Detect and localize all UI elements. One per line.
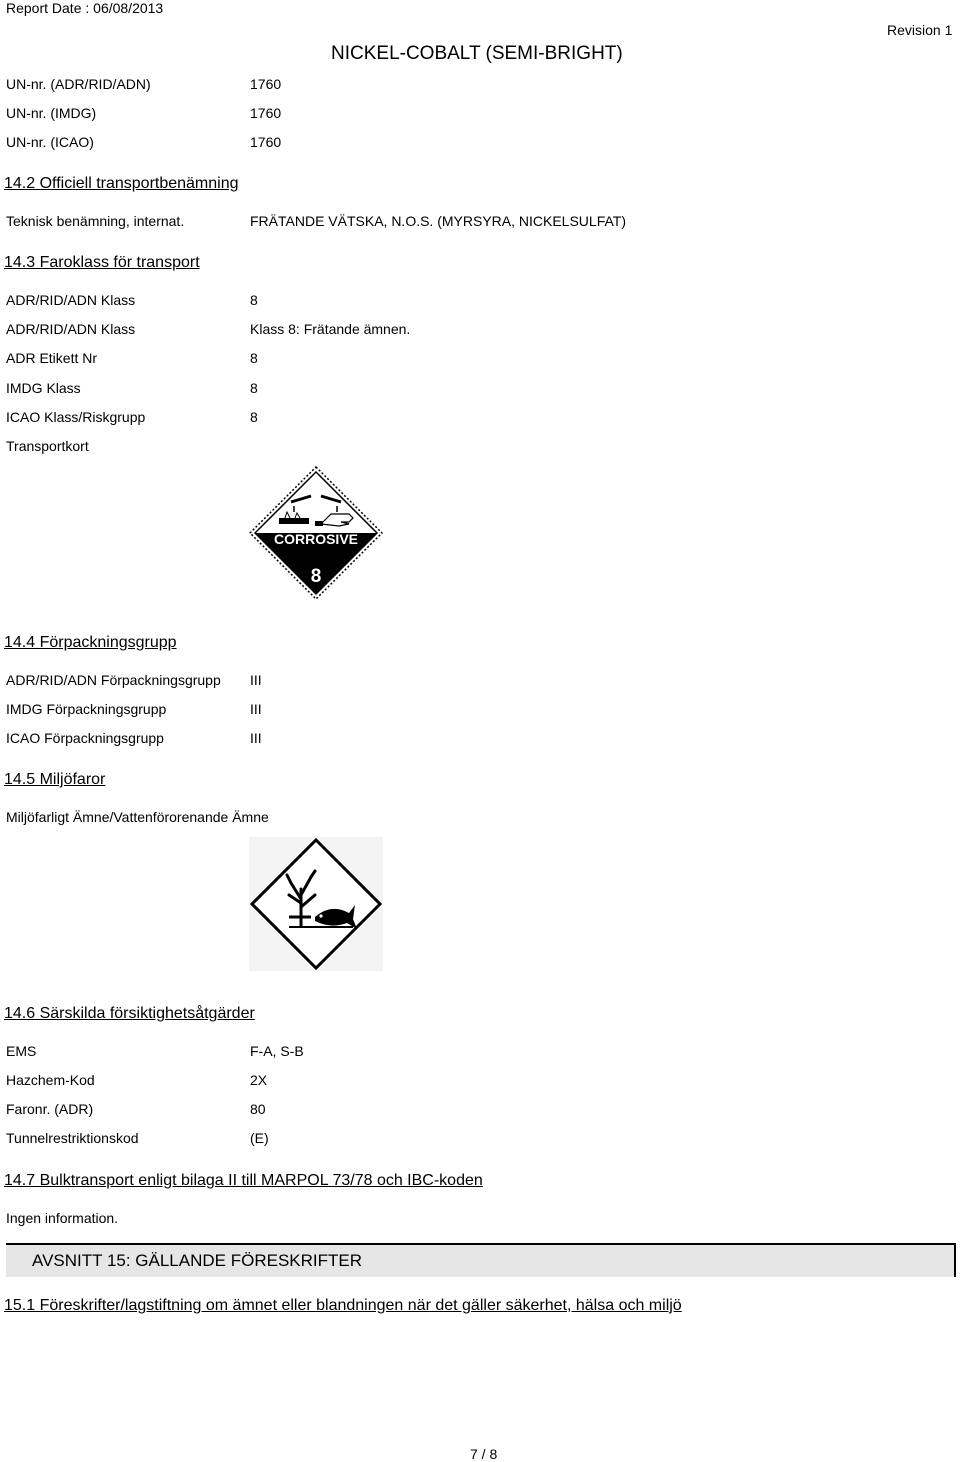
un-adr-label: UN-nr. (ADR/RID/ADN) [6,76,151,92]
section-14-3-heading: 14.3 Faroklass för transport [4,254,200,271]
icao-class-value: 8 [250,409,258,425]
icao-packing-group-label: ICAO Förpackningsgrupp [6,730,164,746]
adr-label-nr-label: ADR Etikett Nr [6,350,98,366]
technical-name-label: Teknisk benämning, internat. [6,213,185,229]
hazchem-label: Hazchem-Kod [6,1072,95,1088]
technical-name-value: FRÄTANDE VÄTSKA, N.O.S. (MYRSYRA, NICKELSULFAT) [250,213,626,229]
section-14-5-heading: 14.5 Miljöfaror [4,771,106,788]
icao-packing-group-value: III [250,730,262,746]
report-date: Report Date : 06/08/2013 [6,0,164,16]
un-icao-label: UN-nr. (ICAO) [6,134,94,150]
environmental-hazard-label: Miljöfarligt Ämne/Vattenförorenande Ämne [6,809,269,825]
hazard-number-value: 80 [250,1101,266,1117]
section-15-title: AVSNITT 15: GÄLLANDE FÖRESKRIFTER [32,1251,363,1270]
imdg-class-label: IMDG Klass [6,380,81,396]
revision-label: Revision 1 [887,22,953,38]
un-imdg-label: UN-nr. (IMDG) [6,105,97,121]
ems-value: F-A, S-B [250,1043,304,1059]
adr-class-value: 8 [250,292,258,308]
hazard-number-label: Faronr. (ADR) [6,1101,94,1117]
section-15-banner [6,1243,956,1277]
imdg-packing-group-label: IMDG Förpackningsgrupp [6,701,167,717]
hazchem-value: 2X [250,1072,268,1088]
adr-label-nr-value: 8 [250,350,258,366]
transport-card-label: Transportkort [6,438,89,454]
page-title: NICKEL-COBALT (SEMI-BRIGHT) [331,43,623,64]
adr-packing-group-label: ADR/RID/ADN Förpackningsgrupp [6,672,221,688]
page-number: 7 / 8 [470,1446,498,1462]
imdg-class-value: 8 [250,380,258,396]
tunnel-code-value: (E) [250,1130,269,1146]
corrosive-text: CORROSIVE [273,531,358,547]
icao-class-label: ICAO Klass/Riskgrupp [6,409,146,425]
adr-packing-group-value: III [250,672,262,688]
un-adr-value: 1760 [250,76,282,92]
environment-hazard-icon [249,837,383,971]
ems-label: EMS [6,1043,37,1059]
imdg-packing-group-value: III [250,701,262,717]
adr-class-desc-value: Klass 8: Frätande ämnen. [250,321,411,337]
tunnel-code-label: Tunnelrestriktionskod [6,1130,139,1146]
bulk-transport-text: Ingen information. [6,1210,119,1226]
section-14-4-heading: 14.4 Förpackningsgrupp [4,634,177,651]
section-14-2-heading: 14.2 Officiell transportbenämning [4,175,239,192]
un-imdg-value: 1760 [250,105,282,121]
section-15-1-heading: 15.1 Föreskrifter/lagstiftning om ämnet eller blandningen när det gäller säkerhet, hälsa och miljö [4,1297,682,1314]
section-14-6-heading: 14.6 Särskilda försiktighetsåtgärder [4,1005,255,1022]
section-14-7-heading: 14.7 Bulktransport enligt bilaga II till MARPOL 73/78 och IBC-koden [4,1172,483,1189]
adr-class-label: ADR/RID/ADN Klass [6,292,136,308]
corrosive-class-number: 8 [310,566,322,587]
un-icao-value: 1760 [250,134,282,150]
adr-class-desc-label: ADR/RID/ADN Klass [6,321,136,337]
